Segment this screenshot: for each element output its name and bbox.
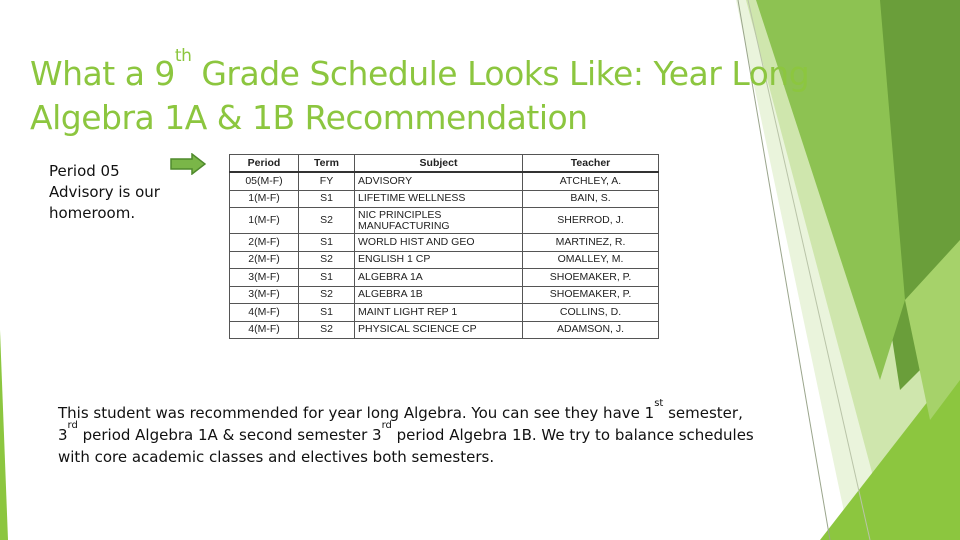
- teacher-cell: MARTINEZ, R.: [523, 234, 659, 252]
- body-text-2: semester, 3: [58, 404, 743, 444]
- term-cell: S1: [299, 190, 355, 208]
- subject-cell: PHYSICAL SCIENCE CP: [355, 321, 523, 339]
- term-cell: S2: [299, 286, 355, 304]
- teacher-cell: OMALLEY, M.: [523, 251, 659, 269]
- period-cell: 05(M-F): [230, 172, 299, 190]
- header-term: Term: [299, 155, 355, 173]
- body-sup-2: rd: [67, 420, 78, 431]
- side-note: Period 05 Advisory is our homeroom.: [49, 162, 160, 222]
- right-arrow-icon: [170, 153, 206, 175]
- period-cell: 1(M-F): [230, 208, 299, 234]
- period-cell: 1(M-F): [230, 190, 299, 208]
- term-cell: S1: [299, 234, 355, 252]
- header-subject: Subject: [355, 155, 523, 173]
- term-cell: FY: [299, 172, 355, 190]
- subject-cell: ENGLISH 1 CP: [355, 251, 523, 269]
- teacher-cell: SHOEMAKER, P.: [523, 286, 659, 304]
- teacher-cell: SHOEMAKER, P.: [523, 269, 659, 287]
- subject-cell: WORLD HIST AND GEO: [355, 234, 523, 252]
- table-row: [230, 269, 659, 287]
- table-row: [230, 321, 659, 339]
- subject-cell: NIC PRINCIPLES MANUFACTURING: [355, 208, 523, 234]
- body-sup-1: st: [654, 398, 664, 409]
- table-row: [230, 234, 659, 252]
- header-period: Period: [230, 155, 299, 173]
- table-row: [230, 251, 659, 269]
- body-text-1: This student was recommended for year long Algebra. You can see they have 1: [58, 404, 655, 422]
- page-title: [30, 46, 850, 140]
- body-sup-3: rd: [381, 420, 392, 431]
- subject-cell: ALGEBRA 1A: [355, 269, 523, 287]
- explanation-paragraph: [58, 398, 758, 468]
- table-row: [230, 286, 659, 304]
- schedule-table: [229, 154, 659, 339]
- term-cell: S2: [299, 208, 355, 234]
- teacher-cell: COLLINS, D.: [523, 304, 659, 322]
- table-row: [230, 208, 659, 234]
- period-cell: 4(M-F): [230, 304, 299, 322]
- subject-cell: MAINT LIGHT REP 1: [355, 304, 523, 322]
- title-superscript: th: [174, 46, 192, 66]
- deco-left-strip: [0, 330, 8, 540]
- teacher-cell: ATCHLEY, A.: [523, 172, 659, 190]
- period-cell: 3(M-F): [230, 286, 299, 304]
- header-teacher: Teacher: [523, 155, 659, 173]
- period-cell: 2(M-F): [230, 234, 299, 252]
- period-cell: 2(M-F): [230, 251, 299, 269]
- teacher-cell: ADAMSON, J.: [523, 321, 659, 339]
- period-cell: 4(M-F): [230, 321, 299, 339]
- term-cell: S2: [299, 321, 355, 339]
- term-cell: S1: [299, 269, 355, 287]
- term-cell: S2: [299, 251, 355, 269]
- body-text-4: period Algebra 1B. We try to balance schedules with core academic classes and electives both semesters.: [58, 426, 754, 466]
- body-text-3: period Algebra 1A & second semester 3: [77, 426, 382, 444]
- subject-cell: ALGEBRA 1B: [355, 286, 523, 304]
- period-cell: 3(M-F): [230, 269, 299, 287]
- table-header-row: [230, 155, 659, 173]
- table-row: [230, 172, 659, 190]
- subject-cell: ADVISORY: [355, 172, 523, 190]
- table-row: [230, 190, 659, 208]
- title-line-2: Algebra 1A & 1B Recommendation: [30, 98, 588, 137]
- title-part-1: What a 9: [30, 54, 175, 93]
- title-part-2: Grade Schedule Looks Like: Year Long: [191, 54, 810, 93]
- teacher-cell: BAIN, S.: [523, 190, 659, 208]
- table-row: [230, 304, 659, 322]
- teacher-cell: SHERROD, J.: [523, 208, 659, 234]
- term-cell: S1: [299, 304, 355, 322]
- subject-cell: LIFETIME WELLNESS: [355, 190, 523, 208]
